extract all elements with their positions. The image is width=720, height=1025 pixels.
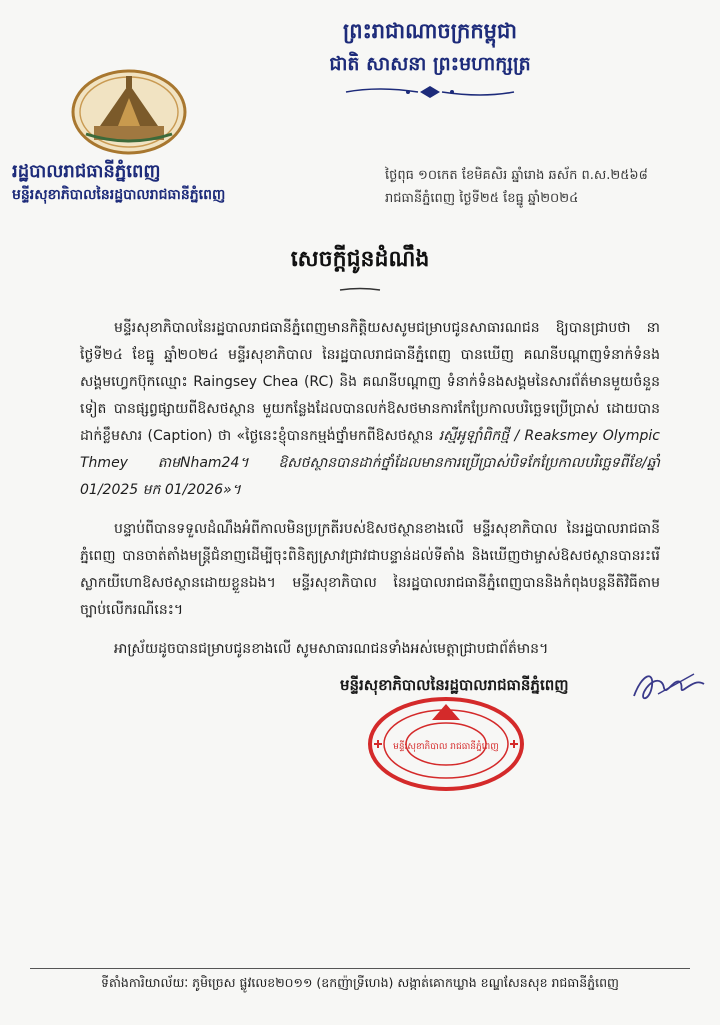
footer-divider [30,968,690,969]
issue-date [385,164,705,210]
paragraph-3: អាស្រ័យដូចបានជម្រាបជូនខាងលើ សូមសាធារណជនទាំងអស់មេត្តាជ្រាបជាព័ត៌មាន។ [114,641,549,657]
paragraph-2: បន្ទាប់ពីបានទទួលដំណឹងអំពីកាលមិនប្រក្រតីរបស់ឱសថស្ថានខាងលើ មន្ទីរសុខាភិបាល នៃរដ្ឋបាលរាជធានីភ្នំពេញ បានចាត់តាំងមន្ត្រីជំនាញដើម្បីចុះពិនិត្យស្រាវជ្រាវជាបន្ទាន់ដល់ទីតាំង និងឃើញថាម្ចាស់ឱសថស្ថានបានរះរើស្លាកយីហោឱសថស្ថានដោយខ្លួនឯង។ មន្ទីរសុខាភិបាល នៃរដ្ឋបាលរាជធានីភ្នំពេញបាននិងកំពុងបន្តនីតិវិធីតាមច្បាប់លើករណីនេះ។ [80,521,660,618]
official-seal-icon [366,696,526,792]
national-motto: ជាតិ សាសនា ព្រះមហាក្សត្រ [329,53,531,75]
paragraph-1-quote: រស្មីអូឡាំពិកថ្មី / Reaksmey Olympic Thmey តាមNham24។ ឱសថស្ថានបានដាក់ថ្នាំដែលមានការប្រើប្រាស់បិទកែប្រែកាលបរិច្ឆេទពីខែ/ឆ្នាំ 01/2025 មក 01/2026»។ [80,428,661,498]
ornament-divider-icon [338,82,522,102]
document-title: សេចក្តីជូនដំណឹង [290,246,430,272]
paragraph-1 [80,315,660,504]
seal-text: មន្ទីរសុខាភិបាល រាជធានីភ្នំពេញ [393,742,499,752]
paragraph-1-text: មន្ទីរសុខាភិបាលនៃរដ្ឋបាលរាជធានីភ្នំពេញមានកិត្តិយសសូមជម្រាបជូនសាធារណជន ឱ្យបានជ្រាបថា នាថ្ងៃទី២៤ ខែធ្នូ ឆ្នាំ២០២៤ មន្ទីរសុខាភិបាល នៃរដ្ឋបាលរាជធានីភ្នំពេញ បានឃើញ គណនីបណ្តាញទំនាក់ទំនងសង្គមហ្វេកប៊ុកឈ្មោះ Raingsey Chea (RC) និង គណនីបណ្តាញ ទំនាក់ទំនងសង្គមនៃសារព័ត៌មានមួយចំនួនទៀត បានផ្សព្វផ្សាយពីឱសថស្ថាន មួយកន្លែងដែលបានលក់ឱសថមានការកែប្រែកាលបរិច្ឆេទប្រើប្រាស់ ដោយបានដាក់ខ្លឹមសារ (Caption) ថា «ថ្ងៃនេះខ្ញុំបានកម្មង់ថ្នាំមកពីឱសថស្ថាន [80,320,660,444]
handwritten-signature-icon [628,666,708,706]
city-emblem-icon [70,68,188,156]
notice-body [80,315,660,675]
kingdom-heading: ព្រះរាជាណាចក្រកម្ពុជា [342,18,517,43]
department-name: មន្ទីរសុខាភិបាលនៃរដ្ឋបាលរាជធានីភ្នំពេញ [12,187,226,203]
office-address: ទីតាំងការិយាល័យៈ ភូមិច្រេស ផ្លូវលេខ២០១១ (ឧកញ៉ាទ្រីហេង) សង្កាត់គោកឃ្លាង ខណ្ឌសែនសុខ រាជធានីភ្នំពេញ [101,975,619,990]
organization-name: រដ្ឋបាលរាជធានីភ្នំពេញ [12,161,161,182]
signer-title: មន្ទីរសុខាភិបាលនៃរដ្ឋបាលរាជធានីភ្នំពេញ [340,676,569,694]
solar-date: រាជធានីភ្នំពេញ ថ្ងៃទី២៥ ខែធ្នូ ឆ្នាំ២០២៤ [385,191,579,206]
lunar-date: ថ្ងៃពុធ ១០កេត ខែមិគសិរ ឆ្នាំរោង ឆស័ក ព.ស.២៥៦៨ [385,168,648,183]
issuing-organization [12,160,292,206]
title-divider-icon [338,287,382,293]
